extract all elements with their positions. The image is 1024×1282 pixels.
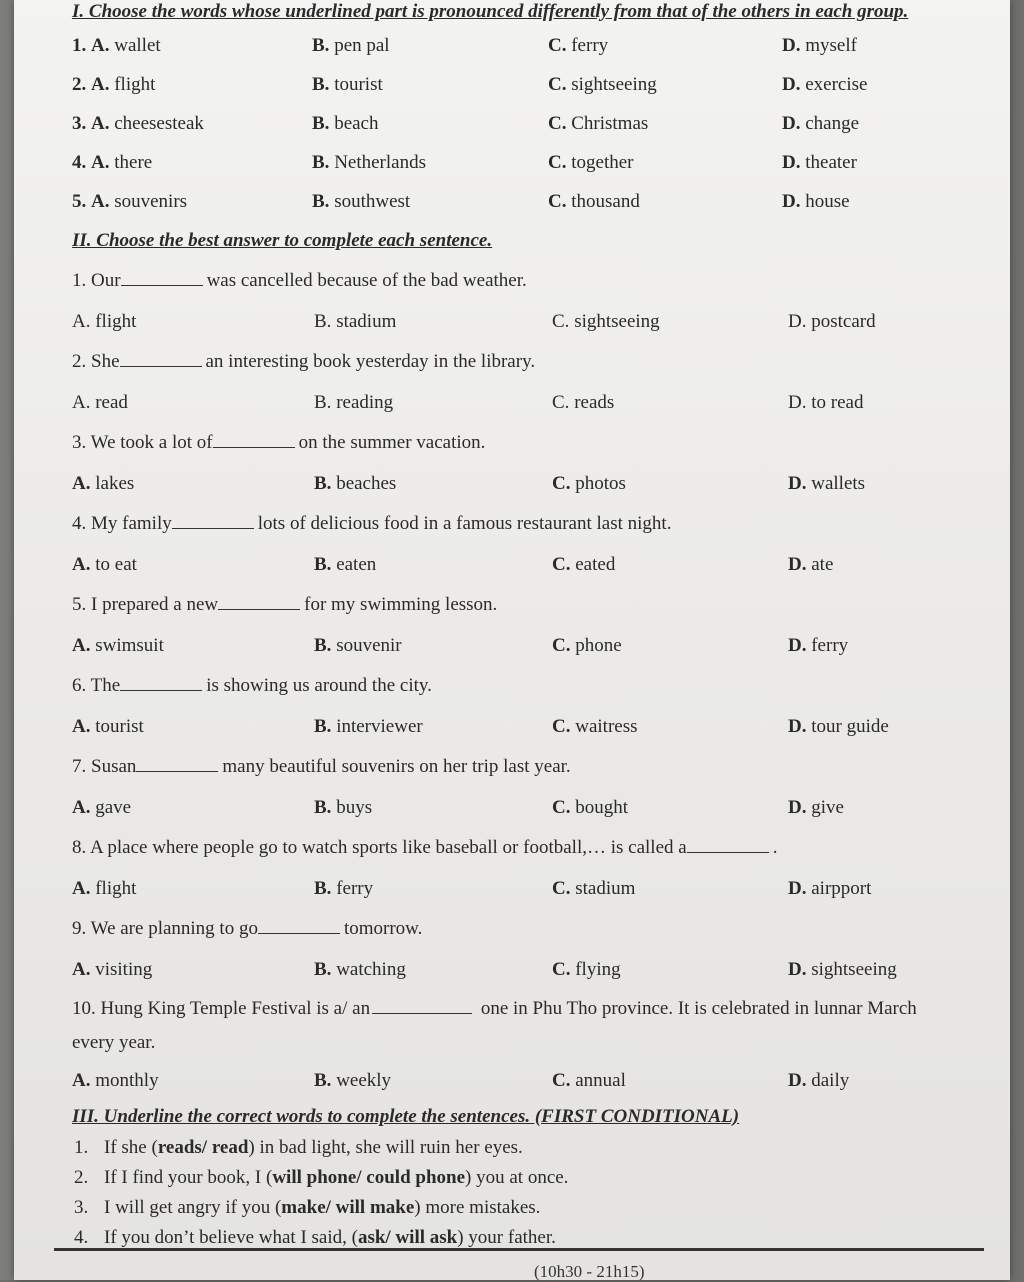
answer-blank[interactable] [120,672,202,691]
option-a[interactable]: A. to eat [72,554,137,575]
option-c[interactable]: C. stadium [552,878,636,899]
option-c[interactable]: C. bought [552,797,629,818]
question-text: 3. We took a lot of on the summer vacation. [72,423,982,463]
option-d[interactable]: D. to read [788,392,864,413]
option-c[interactable]: C. phone [552,635,622,656]
option-b[interactable]: B. interviewer [314,716,423,737]
answer-options [72,544,982,585]
option-c[interactable]: C. photos [552,473,626,494]
pronunciation-row [72,26,982,65]
section3-items [72,1133,982,1253]
option-c[interactable]: C. waitress [552,716,638,737]
question-text: 4. My family lots of delicious food in a famous restaurant last night. [72,504,982,544]
answer-options [72,463,982,504]
answer-blank[interactable] [120,348,202,367]
question-text: 8. A place where people go to watch sports like baseball or football,… is called a . [72,828,982,868]
answer-blank[interactable] [213,429,295,448]
answer-options [72,301,982,342]
section1-title: I. Choose the words whose underlined part is pronounced differently from that of the others in each group. [72,1,909,22]
option-a[interactable]: 3. A. cheesesteak [72,113,204,134]
conditional-sentence: 3. I will get angry if you (make/ will make) more mistakes. [74,1197,541,1218]
answer-blank[interactable] [372,995,472,1014]
option-d[interactable]: D. theater [782,152,857,173]
option-b[interactable]: B. weekly [314,1070,392,1091]
option-b[interactable]: B. southwest [312,191,411,212]
answer-blank[interactable] [172,510,254,529]
option-b[interactable]: B. pen pal [312,35,390,56]
option-a[interactable]: 2. A. flight [72,74,156,95]
option-b[interactable]: B. beach [312,113,379,134]
option-d[interactable]: D. airpport [788,878,872,899]
pronunciation-row [72,182,982,221]
option-c[interactable]: C. sightseeing [548,74,657,95]
pronunciation-row [72,143,982,182]
option-a[interactable]: A. gave [72,797,132,818]
worksheet-content [72,0,982,1253]
option-a[interactable]: A. monthly [72,1070,159,1091]
question-text: 9. We are planning to go tomorrow. [72,909,982,949]
option-b[interactable]: B. eaten [314,554,377,575]
option-b[interactable]: B. souvenir [314,635,402,656]
option-a[interactable]: A. flight [72,878,137,899]
question-10-pre: 10. Hung King Temple Festival is a/ an [72,998,371,1019]
option-c[interactable]: C. annual [552,1070,626,1091]
option-a[interactable]: A. lakes [72,473,135,494]
option-b[interactable]: B. stadium [314,311,397,332]
answer-blank[interactable] [687,834,769,853]
question-10-options [72,1060,982,1101]
option-c[interactable]: C. thousand [548,191,640,212]
option-d[interactable]: D. give [788,797,844,818]
option-b[interactable]: B. watching [314,959,406,980]
question-text: 7. Susan many beautiful souvenirs on her trip last year. [72,747,982,787]
option-d[interactable]: D. change [782,113,860,134]
option-d[interactable]: D. wallets [788,473,866,494]
pronunciation-row [72,65,982,104]
option-a[interactable]: 1. A. wallet [72,35,161,56]
choice-options[interactable]: will phone/ could phone [272,1167,466,1188]
option-a[interactable]: 4. A. there [72,152,153,173]
answer-options [72,868,982,909]
option-b[interactable]: B. beaches [314,473,397,494]
worksheet-page [14,0,1010,1280]
option-d[interactable]: D. myself [782,35,857,56]
question-10-cont: every year. [72,1032,156,1053]
answer-blank[interactable] [258,915,340,934]
left-edge [0,0,14,1280]
option-d[interactable]: D. house [782,191,850,212]
option-c[interactable]: C. eated [552,554,616,575]
option-b[interactable]: B. buys [314,797,373,818]
question-text: 2. She an interesting book yesterday in the library. [72,342,982,382]
section3-title: III. Underline the correct words to complete the sentences. (FIRST CONDITIONAL) [72,1106,740,1127]
answer-blank[interactable] [136,753,218,772]
answer-options [72,706,982,747]
option-c[interactable]: C. sightseeing [552,311,660,332]
answer-options [72,949,982,990]
option-d[interactable]: D. sightseeing [788,959,897,980]
answer-blank[interactable] [121,267,203,286]
section2-questions [72,261,982,990]
option-d[interactable]: D. exercise [782,74,868,95]
section2-title: II. Choose the best answer to complete each sentence. [72,230,493,251]
question-text: 1. Our was cancelled because of the bad weather. [72,261,982,301]
question-10-text [72,992,982,1060]
option-b[interactable]: B. Netherlands [312,152,426,173]
answer-options [72,382,982,423]
option-b[interactable]: B. tourist [312,74,383,95]
option-b[interactable]: B. ferry [314,878,374,899]
question-10-post: one in Phu Tho province. It is celebrated in lunnar March [480,998,917,1019]
option-a[interactable]: A. read [72,392,128,413]
choice-options[interactable]: make/ will make [281,1197,415,1218]
footer-time: (10h30 - 21h15) [534,1262,645,1281]
bottom-rule [54,1248,984,1251]
conditional-sentence: 4. If you don’t believe what I said, (ask/ will ask) your father. [74,1227,556,1248]
option-c[interactable]: C. together [548,152,634,173]
option-c[interactable]: C. reads [552,392,615,413]
option-c[interactable]: C. ferry [548,35,609,56]
option-a[interactable]: A. tourist [72,716,144,737]
answer-options [72,787,982,828]
option-a[interactable]: 5. A. souvenirs [72,191,188,212]
option-d[interactable]: D. ate [788,554,834,575]
conditional-sentence: 1. If she (reads/ read) in bad light, she will ruin her eyes. [74,1137,523,1158]
option-b[interactable]: B. reading [314,392,394,413]
option-a[interactable]: A. flight [72,311,137,332]
question-10 [72,992,982,1101]
option-c[interactable]: C. Christmas [548,113,649,134]
answer-options [72,625,982,666]
question-text: 5. I prepared a new for my swimming lesson. [72,585,982,625]
answer-blank[interactable] [218,591,300,610]
option-d[interactable]: D. tour guide [788,716,889,737]
section1-rows [72,26,982,221]
pronunciation-row [72,104,982,143]
question-text: 6. The is showing us around the city. [72,666,982,706]
option-c[interactable]: C. flying [552,959,621,980]
option-a[interactable]: A. visiting [72,959,153,980]
option-a[interactable]: A. swimsuit [72,635,164,656]
option-d[interactable]: D. daily [788,1070,850,1091]
option-d[interactable]: D. ferry [788,635,849,656]
option-d[interactable]: D. postcard [788,311,876,332]
choice-options[interactable]: ask/ will ask [357,1227,458,1248]
conditional-sentence: 2. If I find your book, I (will phone/ could phone) you at once. [74,1167,569,1188]
choice-options[interactable]: reads/ read [157,1137,249,1158]
